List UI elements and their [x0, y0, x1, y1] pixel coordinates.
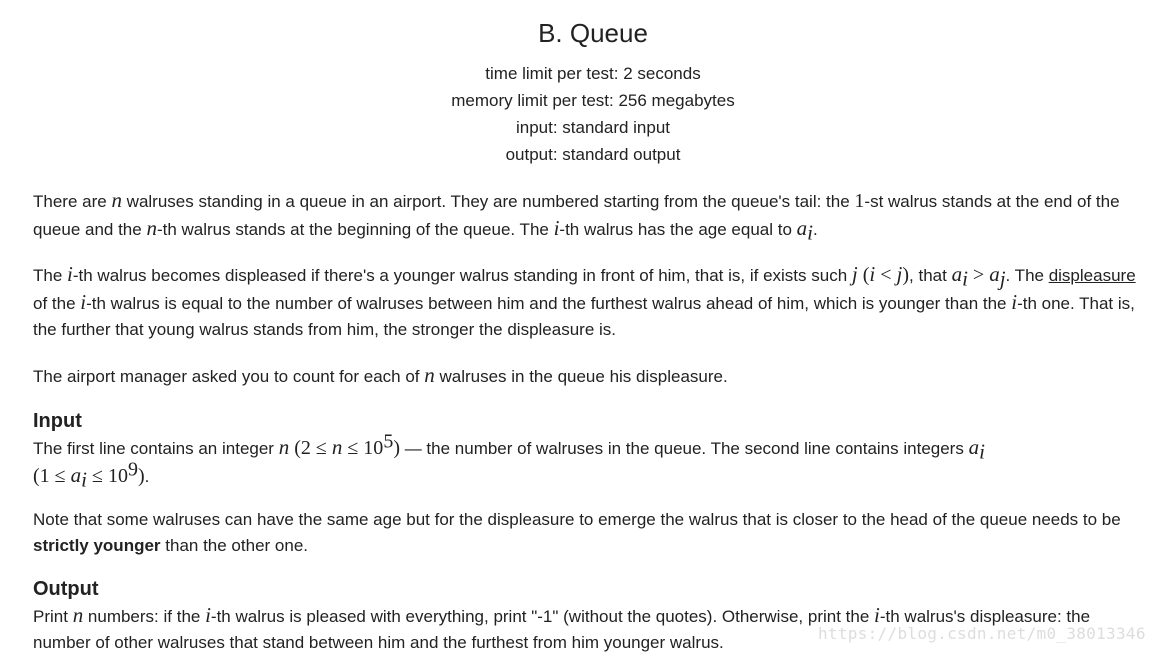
math-n: n: [111, 188, 122, 212]
math-a: a: [796, 216, 808, 240]
input-file: input: standard input: [515, 118, 671, 137]
input-paragraph-2: Note that some walruses can have the same age but for the displeasure to emerge the walrus that is closer to the head of the queue needs to be strictly younger than the other one.: [33, 510, 1121, 555]
math-one: 1: [854, 190, 865, 212]
output-file: output: standard output: [505, 145, 681, 164]
statement-paragraph-1: There are n walruses standing in a queue in an airport. They are numbered starting from the queue's tail: the 1-st walrus stands at the end of the queue and the n-th walrus stands at the beginning of the queue. The i-th walrus has the age equal to $a_i$.: [33, 188, 1120, 245]
problem-statement: [33, 0, 1153, 656]
problem-title: B. Queue: [538, 18, 648, 48]
statement-paragraph-3: The airport manager asked you to count for each of n walruses in the queue his displeasure.: [33, 363, 728, 387]
math-i: i: [553, 216, 560, 240]
csdn-watermark: https://blog.csdn.net/m0_38013346: [818, 624, 1146, 643]
output-paragraph-1: Print n numbers: if the i-th walrus is pleased with everything, print "-1" (without the quotes). Otherwise, print the i-th walrus's displeasure: the number of other walruses that stand between him and the furthest from him younger walrus.: [33, 603, 1091, 652]
time-limit: time limit per test: 2 seconds: [485, 64, 701, 83]
memory-limit: memory limit per test: 256 megabytes: [451, 91, 735, 110]
displeasure-term: displeasure: [1048, 266, 1136, 285]
problem-limits: [33, 60, 1153, 168]
input-section-header: Input: [33, 410, 82, 432]
statement-paragraph-2: The i-th walrus becomes displeased if there's a younger walrus standing in front of him, that is, if exists such j (i < j), that $a_i > a_j$. The displeasure of the i-th walrus is equal to the number of walruses between him and the furthest walrus ahead of him, which is younger than the i-th one. That is, the further that young walrus stands from him, the stronger the displeasure is.: [33, 262, 1136, 339]
output-section-header: Output: [33, 578, 99, 600]
strictly-younger-emphasis: strictly younger: [33, 536, 161, 555]
math-n: n: [146, 216, 157, 240]
input-paragraph-1: The first line contains an integer n $(2 \le n \le 10^5)$ — the number of walruses in the queue. The second line contains integers $a_i$ $(1 \le a_i \le 10^9)$.: [33, 430, 985, 492]
